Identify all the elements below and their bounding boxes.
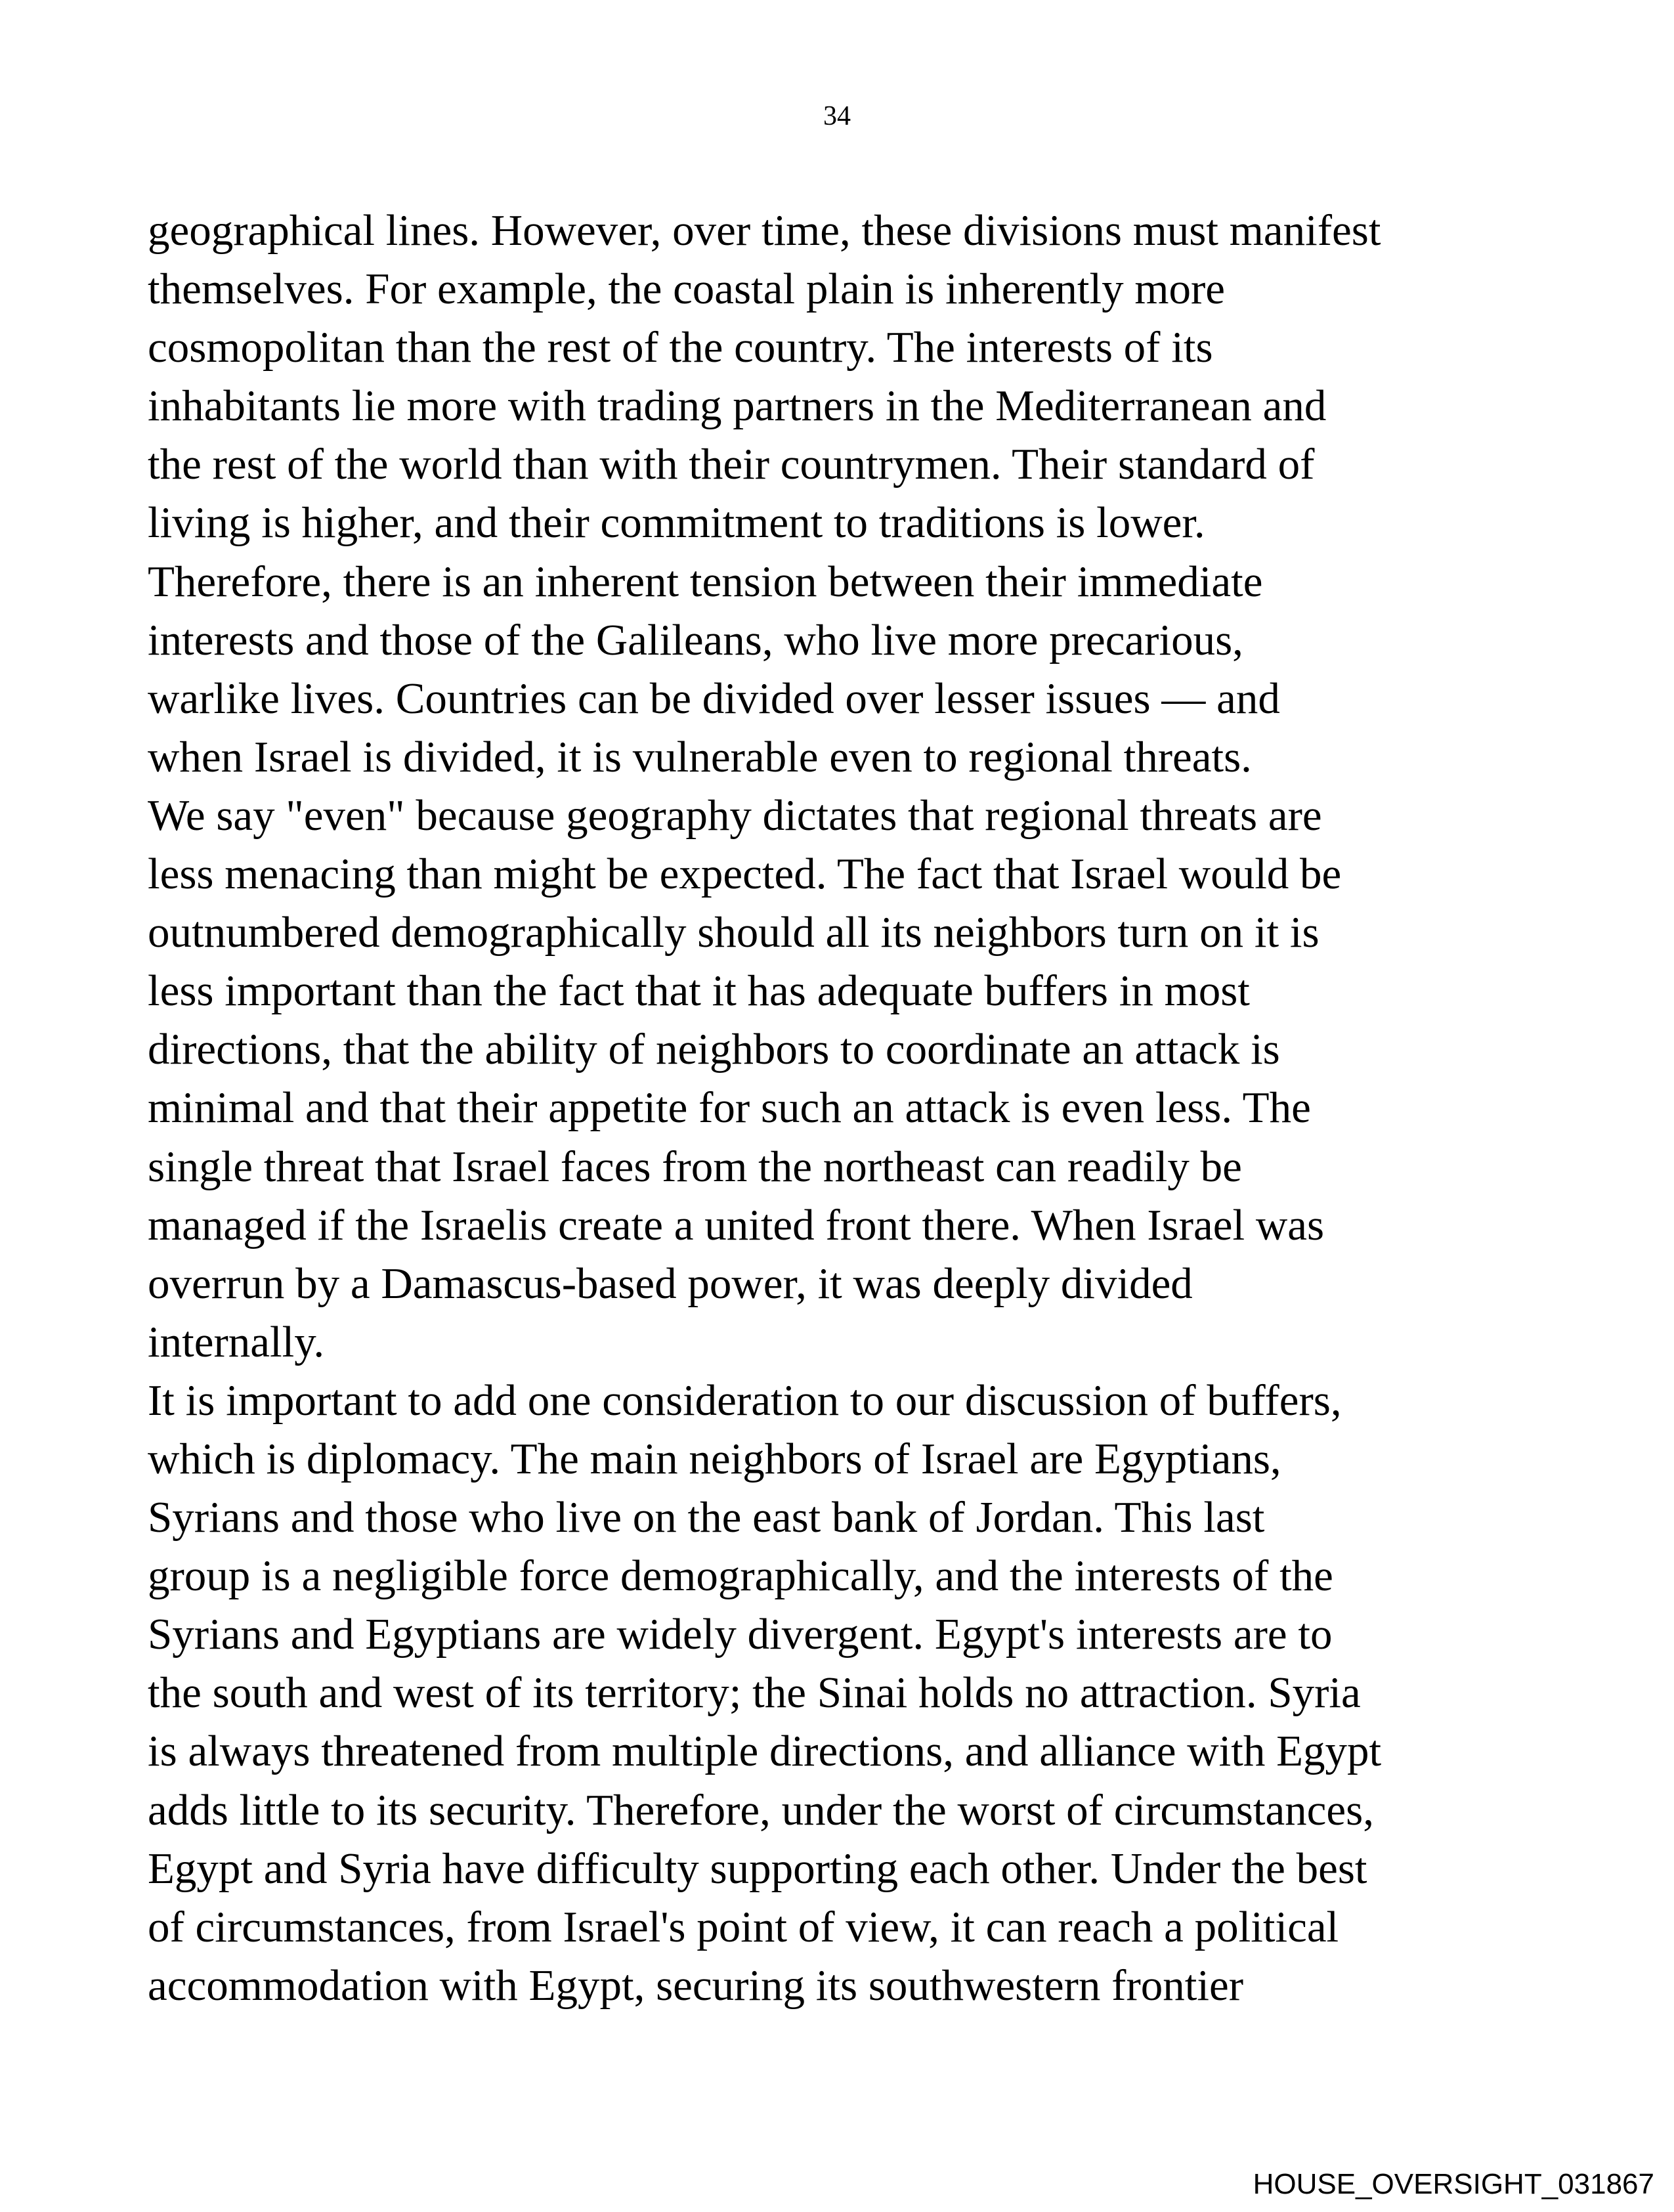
text-line: of circumstances, from Israel's point of view, it can reach a political: [148, 1902, 1339, 1951]
body-text: [148, 202, 1559, 2015]
text-line: accommodation with Egypt, securing its southwestern frontier: [148, 1961, 1244, 2010]
text-line: interests and those of the Galileans, who live more precarious,: [148, 615, 1243, 664]
text-line: We say "even" because geography dictates that regional threats are: [148, 791, 1322, 840]
text-line: themselves. For example, the coastal plain is inherently more: [148, 265, 1226, 314]
text-line: geographical lines. However, over time, these divisions must manifest: [148, 206, 1381, 255]
text-line: is always threatened from multiple directions, and alliance with Egypt: [148, 1727, 1382, 1776]
document-id-footer: HOUSE_OVERSIGHT_031867: [1253, 2168, 1654, 2200]
text-line: less menacing than might be expected. The fact that Israel would be: [148, 850, 1342, 899]
text-line: Syrians and those who live on the east bank of Jordan. This last: [148, 1493, 1265, 1542]
text-line: warlike lives. Countries can be divided over lesser issues — and: [148, 674, 1280, 723]
text-line: group is a negligible force demographically, and the interests of the: [148, 1551, 1333, 1601]
text-line: internally.: [148, 1317, 325, 1366]
text-line: directions, that the ability of neighbors to coordinate an attack is: [148, 1025, 1280, 1074]
text-line: inhabitants lie more with trading partners in the Mediterranean and: [148, 381, 1327, 431]
text-line: single threat that Israel faces from the northeast can readily be: [148, 1142, 1242, 1191]
page-number: [0, 100, 1674, 133]
text-line: living is higher, and their commitment to traditions is lower.: [148, 498, 1205, 548]
text-line: the south and west of its territory; the Sinai holds no attraction. Syria: [148, 1668, 1361, 1718]
text-line: Syrians and Egyptians are widely divergent. Egypt's interests are to: [148, 1610, 1333, 1659]
text-line: when Israel is divided, it is vulnerable even to regional threats.: [148, 732, 1252, 781]
text-line: outnumbered demographically should all its neighbors turn on it is: [148, 908, 1320, 957]
page-number-text: 34: [823, 101, 851, 131]
text-line: the rest of the world than with their countrymen. Their standard of: [148, 440, 1315, 489]
text-line: Egypt and Syria have difficulty supporting each other. Under the best: [148, 1844, 1367, 1893]
text-line: which is diplomacy. The main neighbors of Israel are Egyptians,: [148, 1434, 1281, 1483]
text-line: overrun by a Damascus-based power, it was deeply divided: [148, 1259, 1193, 1308]
text-line: less important than the fact that it has adequate buffers in most: [148, 966, 1250, 1016]
text-line: cosmopolitan than the rest of the country. The interests of its: [148, 323, 1213, 372]
text-line: minimal and that their appetite for such an attack is even less. The: [148, 1083, 1311, 1133]
text-line: It is important to add one consideration to our discussion of buffers,: [148, 1376, 1342, 1425]
text-line: managed if the Israelis create a united front there. When Israel was: [148, 1200, 1325, 1249]
text-line: Therefore, there is an inherent tension between their immediate: [148, 557, 1263, 606]
text-line: adds little to its security. Therefore, under the worst of circumstances,: [148, 1785, 1374, 1834]
